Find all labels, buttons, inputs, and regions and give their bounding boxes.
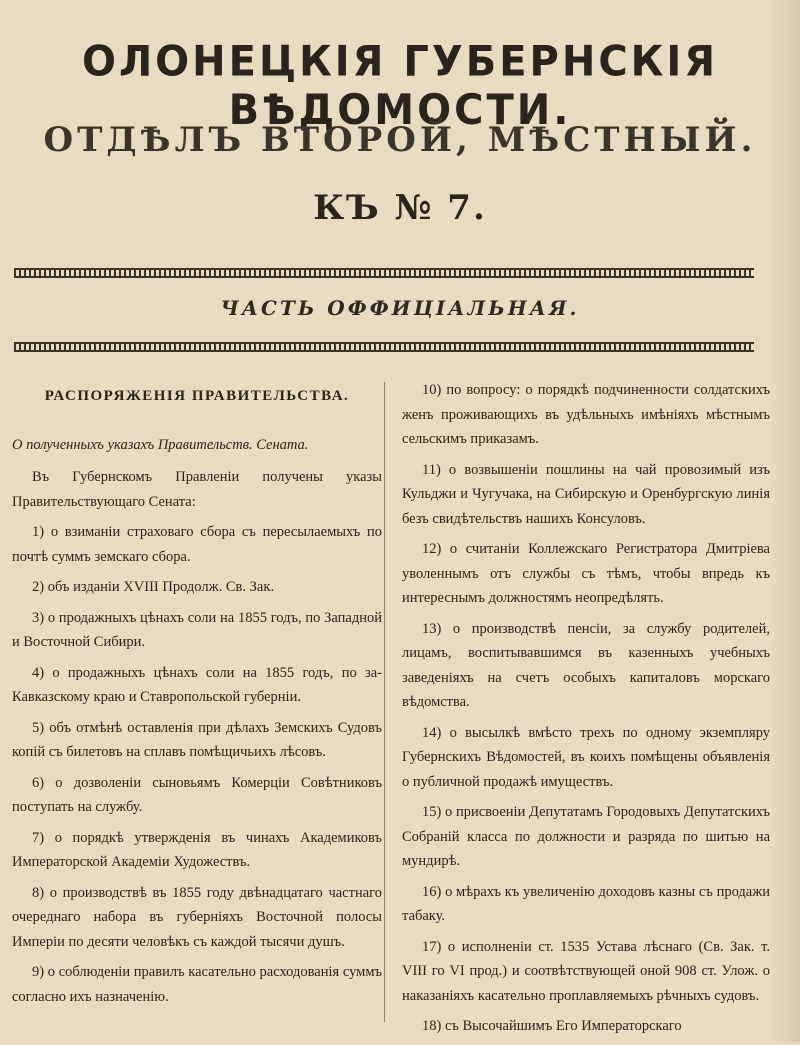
list-item: 12) о считаніи Коллежскаго Регистратора Дмитріева уволеннымъ отъ службы съ тѣмъ, чтобы впредь къ интереснымъ должностямъ неопредѣлять. (402, 541, 770, 606)
column-divider (384, 382, 385, 1022)
column-heading: РАСПОРЯЖЕНІЯ ПРАВИТЕЛЬСТВА. (44, 388, 350, 404)
list-item: 6) о дозволеніи сыновьямъ Комерціи Совѣтниковъ поступать на службу. (12, 774, 382, 815)
left-column (12, 380, 382, 1015)
list-item: 3) о продажныхъ цѣнахъ соли на 1855 годъ, по Западной и Восточной Сибири. (12, 609, 382, 650)
list-item: 17) о исполненіи ст. 1535 Устава лѣснаго (Св. Зак. т. VIII го VI прод.) и соотвѣтствующей оной 908 ст. Улож. о наказаніяхъ касательно проплавляемыхъ рѣчныхъ судовъ. (402, 938, 770, 1004)
list-item: 2) объ изданіи XVIII Продолж. Св. Зак. (32, 579, 274, 595)
list-item: 5) объ отмѣнѣ оставленія при дѣлахъ Земскихъ Судовъ копій съ билетовъ на сплавъ помѣщичьихъ лѣсовъ. (12, 719, 382, 760)
issue-number: КЪ № 7. (313, 188, 487, 228)
list-item: 7) о порядкѣ утвержденія въ чинахъ Академиковъ Императорской Академіи Художествъ. (12, 829, 382, 870)
column-subheading: О полученныхъ указахъ Правительств. Сената. (12, 436, 309, 453)
list-item: 1) о взиманіи страховаго сбора съ пересылаемыхъ по почтѣ суммъ земскаго сбора. (12, 524, 382, 565)
list-item: 4) о продажныхъ цѣнахъ соли на 1855 годъ, по за-Кавказскому краю и Ставропольской губерніи. (12, 664, 382, 705)
right-column (402, 378, 770, 1045)
bottom-ornamental-rule (14, 342, 754, 352)
list-item: 18) съ Высочайшимъ Его Императорскаго (422, 1018, 682, 1034)
page-edge-shadow (770, 0, 800, 1042)
list-item: 16) о мѣрахъ къ увеличенію доходовъ казны съ продажи табаку. (402, 883, 770, 924)
list-item: 14) о высылкѣ вмѣсто трехъ по одному экземпляру Губернскихъ Вѣдомостей, въ коихъ помѣщены объявленія о публичной продажѣ имуществъ. (402, 724, 770, 790)
list-item: 15) о присвоеніи Депутатамъ Городовыхъ Депутатскихъ Собраній класса по должности и разряда по шитью на мундирѣ. (402, 804, 770, 869)
list-item: 11) о возвышеніи пошлины на чай провозимый изъ Кульджи и Чугучака, на Сибирскую и Оренбургскую линія безъ свидѣтельствъ нашихъ Консуловъ. (402, 461, 770, 527)
section-title: ОТДѢЛЪ ВТОРОЙ, МѢСТНЫЙ. (43, 120, 757, 160)
intro-paragraph: Въ Губернскомъ Правленіи получены указы Правительствующаго Сената: (12, 469, 382, 510)
list-item: 10) по вопросу: о порядкѣ подчиненности солдатскихъ женъ проживающихъ въ удѣльныхъ имѣніяхъ мѣстнымъ сельскимъ приказамъ. (402, 382, 770, 447)
part-title: ЧАСТЬ ОФФИЦІАЛЬНАЯ. (220, 296, 580, 320)
top-ornamental-rule (14, 268, 754, 278)
masthead-title: ОЛОНЕЦКІЯ ГУБЕРНСКІЯ ВѢДОМОСТИ. (81, 37, 719, 135)
list-item: 8) о производствѣ въ 1855 году двѣнадцатаго частнаго очереднаго набора въ губерніяхъ Восточной полосы Имперіи по десяти человѣкъ съ каждой тысячи душъ. (12, 884, 382, 950)
list-item: 13) о производствѣ пенсіи, за службу родителей, лицамъ, воспитывавшимся въ казенныхъ учебныхъ заведеніяхъ на счетъ особыхъ капиталовъ морскаго вѣдомства. (402, 620, 770, 710)
list-item: 9) о соблюденіи правилъ касательно расходованія суммъ согласно ихъ назначенію. (12, 964, 382, 1005)
